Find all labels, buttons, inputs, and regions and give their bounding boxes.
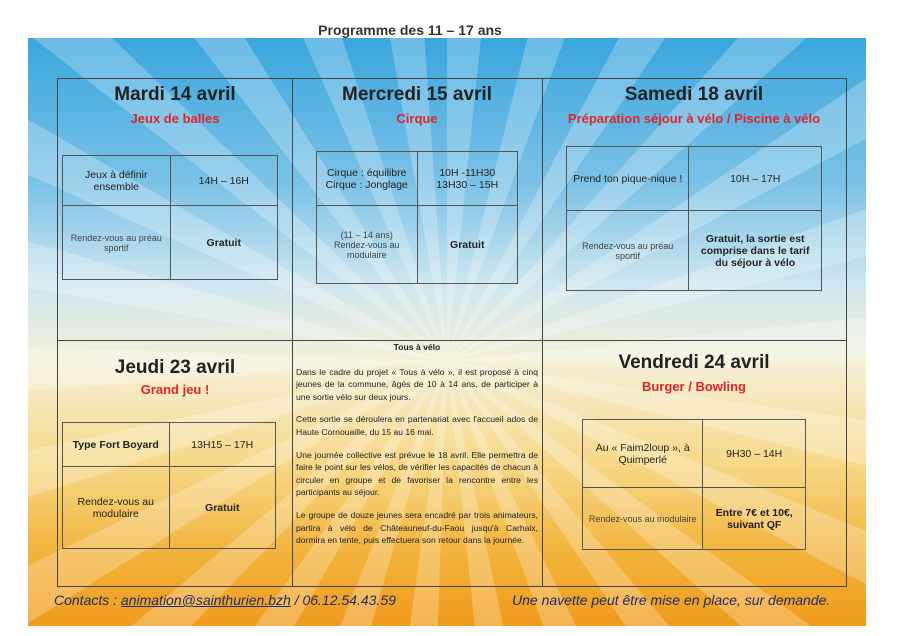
activity-cell: Prend ton pique-nique ! (567, 147, 689, 211)
time-cell: 10H -11H30 13H30 – 15H (417, 152, 518, 206)
day-heading: Jeudi 23 avril (114, 357, 236, 378)
price-cell: Entre 7€ et 10€, suivant QF (703, 488, 806, 550)
time-cell: 14H – 16H (170, 156, 278, 206)
activity-cell: Au « Faim2loup », à Quimperlé (583, 420, 703, 488)
meeting-point-cell: (11 – 14 ans) Rendez-vous au modulaire (317, 206, 418, 284)
bike-trip-title: Tous à vélo (393, 342, 441, 352)
time-cell: 9H30 – 14H (703, 420, 806, 488)
shuttle-note: Une navette peut être mise en place, sur demande. (512, 592, 831, 608)
day-heading: Mardi 14 avril (114, 84, 236, 105)
meeting-point-cell: Rendez-vous au modulaire (63, 467, 170, 549)
price-cell: Gratuit (417, 206, 518, 284)
bike-trip-paragraph: Une journée collective est prévue le 18 avril. Elle permettra de faire le point sur les vélos, de vérifier les capacités de chacun à circuler en groupe et de favoriser la rencontre entre les participants au séjour. (296, 449, 538, 498)
day-activity: Cirque (396, 111, 438, 126)
day-schedule-table (316, 151, 518, 284)
bike-trip-description (296, 341, 538, 557)
day-heading: Vendredi 24 avril (618, 352, 770, 373)
activity-cell: Jeux à définir ensemble (63, 156, 171, 206)
time-cell: 10H – 17H (689, 147, 822, 211)
grid-divider (542, 78, 543, 586)
day-schedule-table (62, 422, 276, 549)
day-activity: Jeux de balles (130, 111, 220, 126)
price-cell: Gratuit, la sortie est comprise dans le tarif du séjour à vélo (689, 211, 822, 291)
price-cell: Gratuit (170, 206, 278, 280)
grid-divider (292, 78, 293, 586)
contacts-label: Contacts : (54, 592, 118, 608)
contact-line (54, 592, 396, 608)
meeting-point-cell: Rendez-vous au modulaire (583, 488, 703, 550)
activity-cell: Cirque : équilibre Cirque : Jonglage (317, 152, 418, 206)
meeting-point-cell: Rendez-vous au préau sportif (567, 211, 689, 291)
day-schedule-table (582, 419, 806, 550)
day-activity: Préparation séjour à vélo / Piscine à vélo (567, 111, 821, 126)
page-title: Programme des 11 – 17 ans (318, 22, 502, 38)
activity-cell: Type Fort Boyard (63, 423, 170, 467)
day-schedule-table (566, 146, 822, 291)
price-cell: Gratuit (169, 467, 276, 549)
contact-phone: / 06.12.54.43.59 (294, 592, 396, 608)
day-heading: Samedi 18 avril (624, 84, 764, 105)
day-activity: Burger / Bowling (642, 379, 746, 394)
bike-trip-paragraph: Le groupe de douze jeunes sera encadré par trois animateurs, partira à vélo de Châteauneuf-du-Faou jusqu'à Carhaix, dormira en tente, puis effectuera son retour dans la journée. (296, 509, 538, 546)
day-heading: Mercredi 15 avril (342, 84, 492, 105)
bike-trip-paragraph: Dans le cadre du projet « Tous à vélo », il est proposé à cinq jeunes de la commune, âgés de 10 à 14 ans, de participer à une sortie vélo sur deux jours. (296, 366, 538, 402)
meeting-point-cell: Rendez-vous au préau sportif (63, 206, 171, 280)
day-schedule-table (62, 155, 278, 280)
contact-email-link[interactable]: animation@sainthurien.bzh (120, 592, 291, 608)
time-cell: 13H15 – 17H (169, 423, 276, 467)
day-activity: Grand jeu ! (140, 382, 210, 397)
bike-trip-paragraph: Cette sortie se déroulera en partenariat avec l'accueil ados de Haute Cornouaille, du 15 au 16 mai. (296, 414, 538, 437)
